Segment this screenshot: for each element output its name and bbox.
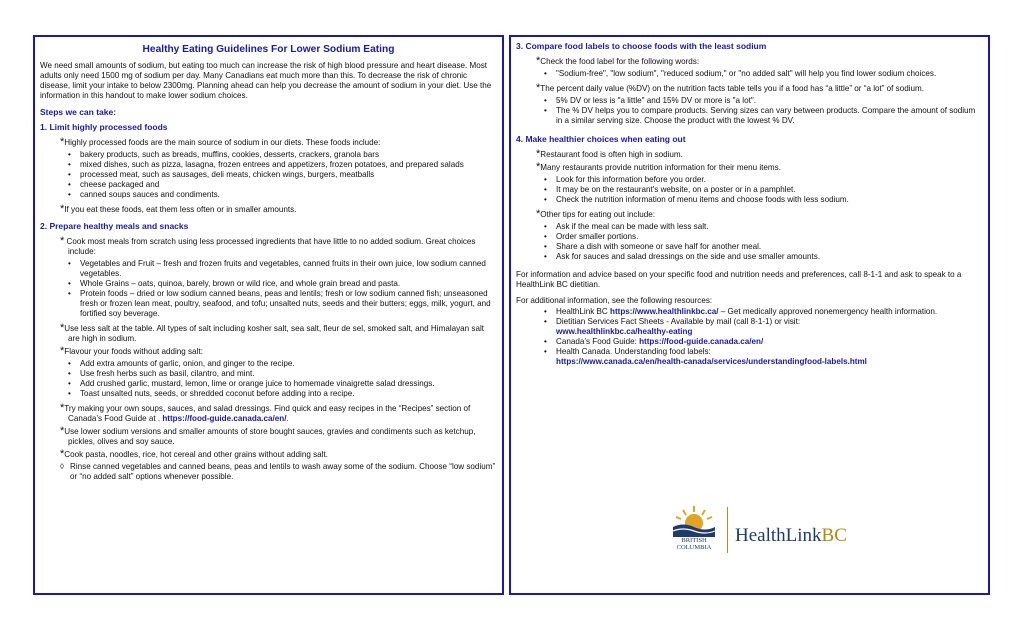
asterisk-icon: *: [60, 402, 65, 414]
left-panel: [33, 35, 504, 595]
section-1-heading: 1. Limit highly processed foods: [40, 122, 168, 132]
section-2-note-5: *Use lower sodium versions and smaller amounts of store bought sauces, gravies and condiments such as ketchup, pickles, olives and soy sauce.: [60, 425, 476, 446]
section-1-note: *Highly processed foods are the main source of sodium in our diets. These foods include:: [60, 136, 381, 148]
food-guide-link-2[interactable]: https://food-guide.canada.ca/en/: [639, 337, 764, 346]
food-labels-link[interactable]: https://www.canada.ca/en/health-canada/services/understandingfood-labels.html: [556, 357, 867, 366]
list-item: • Add crushed garlic, mustard, lemon, lime or orange juice to homemade vinaigrette salad dressings.: [80, 379, 497, 389]
section-4-note-3: *Other tips for eating out include:: [536, 208, 656, 220]
asterisk-icon: *: [536, 208, 541, 220]
section-2-note-3: *Flavour your foods without adding salt:: [60, 345, 203, 357]
list-item: • Order smaller portions.: [556, 232, 983, 242]
section-4-list: [516, 175, 983, 205]
info-paragraph: For information and advice based on your specific food and nutrition needs and preferences, call 8-1-1 and ask to speak to a HealthLink BC dietitian.: [516, 270, 962, 289]
resource-item: • Dietitian Services Fact Sheets - Available by mail (call 8-1-1) or visit: www.healthlinkbc.ca/healthy-eating: [556, 317, 983, 337]
asterisk-icon: *: [60, 203, 65, 215]
section-3-list: [516, 69, 983, 79]
resource-item: • HealthLink BC https://www.healthlinkbc.ca/ – Get medically approved nonemergency health information.: [556, 307, 983, 317]
asterisk-icon: *: [536, 55, 541, 67]
list-item: • cheese packaged and: [80, 180, 497, 190]
section-1-note-2: *If you eat these foods, eat them less often or in smaller amounts.: [60, 203, 297, 215]
resources-list: [516, 307, 983, 367]
food-guide-link[interactable]: https://food-guide.canada.ca/en/: [162, 414, 287, 423]
asterisk-icon: *: [60, 345, 65, 357]
list-item: • The % DV helps you to compare products. Serving sizes can vary between products. Compare the amount of sodium in a similar serving size. Choose the product with the lowest % DV.: [556, 106, 983, 126]
section-3-list-2: [516, 96, 983, 126]
list-item: • processed meat, such as sausages, deli meats, chicken wings, burgers, meatballs: [80, 170, 497, 180]
list-item: • Vegetables and Fruit – fresh and frozen fruits and vegetables, canned fruits in their own juice, low sodium canned vegetables.: [80, 259, 497, 279]
asterisk-icon: *: [60, 322, 65, 334]
section-3-note-2: *The percent daily value (%DV) on the nutrition facts table tells you if a food has “a little” or “a lot” of sodium.: [536, 82, 925, 94]
asterisk-icon: *: [60, 425, 65, 437]
list-item: • mixed dishes, such as pizza, lasagna, frozen entrees and appetizers, frozen potatoes, and prepared salads: [80, 160, 497, 170]
healthlinkbc-wordmark: HealthLinkBC: [735, 525, 847, 546]
section-4-list-2: [516, 222, 983, 262]
asterisk-icon: *: [60, 235, 65, 247]
section-2-heading: 2. Prepare healthy meals and snacks: [40, 221, 189, 231]
flavour-list: [40, 359, 497, 399]
section-4-note: *Restaurant food is often high in sodium.: [536, 148, 683, 160]
healthy-eating-link[interactable]: www.healthlinkbc.ca/healthy-eating: [556, 327, 693, 336]
section-4-heading: 4. Make healthier choices when eating out: [516, 134, 686, 144]
bc-government-logo: BRITISH COLUMBIA: [667, 503, 721, 559]
list-item: • canned soups sauces and condiments.: [80, 190, 497, 200]
list-item: • Share a dish with someone or save half for another meal.: [556, 242, 983, 252]
resources-intro: For additional information, see the following resources:: [516, 296, 713, 305]
list-item: • Toast unsalted nuts, seeds, or shredded coconut before adding into a recipe.: [80, 389, 497, 399]
list-item: • Use fresh herbs such as basil, cilantro, and mint.: [80, 369, 497, 379]
list-item: • Protein foods – dried or low sodium canned beans, peas and lentils; fresh or low sodium canned fish; unseasoned fresh or frozen lean meat, poultry, seafood, and tofu; unsalted nuts, seeds and their butters; eggs, milk, yogurt, and fortified soy beverage.: [80, 289, 497, 319]
resource-item: • Canada’s Food Guide: https://food-guide.canada.ca/en/: [556, 337, 983, 347]
healthlinkbc-logo: [667, 503, 907, 559]
rinse-list: [40, 462, 497, 482]
section-2-note: * Cook most meals from scratch using less processed ingredients that have little to no added sodium. Great choices include:: [60, 235, 476, 256]
intro-paragraph: We need small amounts of sodium, but eating too much can increase the risk of high blood pressure and heart disease. Most adults only need 1500 mg of sodium per day. Many Canadians eat much more than this. To decrease the risk of chronic disease, limit your intake to below 2300mg. Planning ahead can help you decrease the amount of sodium in your diet. Use the information in this handout to make lower sodium choices.: [40, 61, 492, 100]
section-2-note-4: *Try making your own soups, sauces, and salad dressings. Find quick and easy recipes in the “Recipes” section of Canada’s Food Guide at . https://food-guide.canada.ca/en/.: [60, 402, 471, 423]
right-panel: [509, 35, 990, 595]
list-item: ◊ Rinse canned vegetables and canned beans, peas and lentils to wash away some of the sodium. Choose “low sodium” or “no added salt” options whenever possible.: [70, 462, 497, 482]
section-2-note-6: *Cook pasta, noodles, rice, hot cereal and other grains without adding salt.: [60, 448, 328, 460]
list-item: • bakery products, such as breads, muffins, cookies, desserts, crackers, granola bars: [80, 150, 497, 160]
list-item: • "Sodium-free", "low sodium", "reduced sodium," or "no added salt" will help you find lower sodium choices.: [556, 69, 983, 79]
asterisk-icon: *: [536, 161, 541, 173]
resource-item: • Health Canada. Understanding food labels: https://www.canada.ca/en/health-canada/services/understandingfood-labels.html: [556, 347, 983, 367]
list-item: • Look for this information before you order.: [556, 175, 983, 185]
section-4-note-2: *Many restaurants provide nutrition information for their menu items.: [536, 161, 781, 173]
list-item: • Whole Grains – oats, quinoa, barely, brown or wild rice, and whole grain bread and pasta.: [80, 279, 497, 289]
list-item: • It may be on the restaurant's website, on a poster or in a pamphlet.: [556, 185, 983, 195]
steps-heading: Steps we can take:: [40, 107, 117, 117]
section-3-note: *Check the food label for the following words:: [536, 55, 700, 67]
section-2-list: [40, 259, 497, 319]
asterisk-icon: *: [536, 82, 541, 94]
list-item: • 5% DV or less is "a little" and 15% DV or more is "a lot".: [556, 96, 983, 106]
page-title: Healthy Eating Guidelines For Lower Sodium Eating: [142, 44, 395, 55]
asterisk-icon: *: [536, 148, 541, 160]
asterisk-icon: *: [60, 448, 65, 460]
section-1-list: [40, 150, 497, 200]
section-2-note-2: *Use less salt at the table. All types of salt including kosher salt, sea salt, fleur de sel, smoked salt, and Himalayan salt are high in sodium.: [60, 322, 485, 343]
list-item: • Add extra amounts of garlic, onion, and ginger to the recipe.: [80, 359, 497, 369]
asterisk-icon: *: [60, 136, 65, 148]
list-item: • Ask if the meal can be made with less salt.: [556, 222, 983, 232]
sun-waves-icon: [667, 503, 721, 537]
list-item: • Check the nutrition information of menu items and choose foods with less sodium.: [556, 195, 983, 205]
list-item: • Ask for sauces and salad dressings on the side and use smaller amounts.: [556, 252, 983, 262]
healthlinkbc-link[interactable]: https://www.healthlinkbc.ca/: [610, 307, 719, 316]
section-3-heading: 3. Compare food labels to choose foods with the least sodium: [516, 41, 767, 51]
